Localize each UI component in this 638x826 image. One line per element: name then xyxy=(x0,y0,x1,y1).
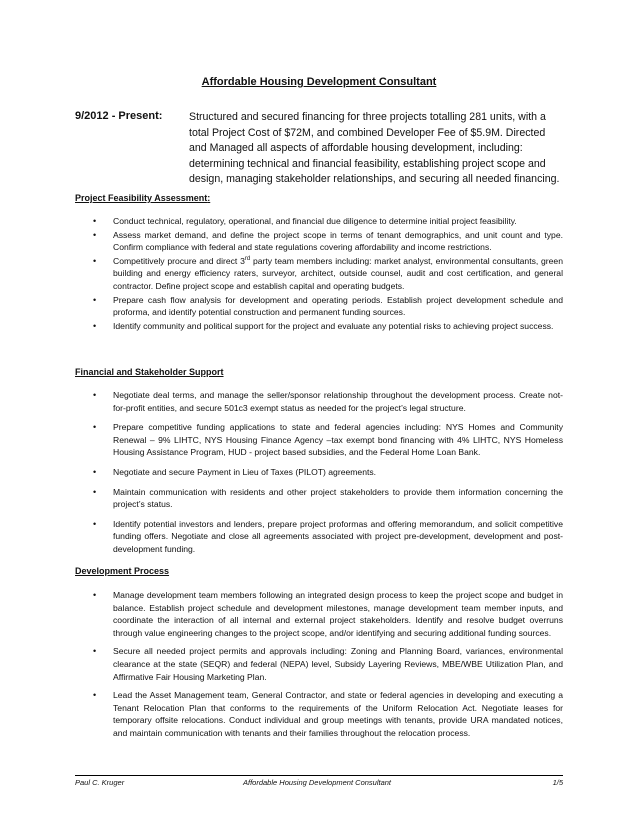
bullet-icon: • xyxy=(93,690,97,701)
list-item-text: Prepare cash flow analysis for development and operating periods. Establish project development schedule and proforma, and identify potential construction and permanent funding sources. xyxy=(113,294,563,318)
section-heading-text: Development Process xyxy=(75,566,170,576)
list-item-text: Assess market demand, and define the project scope in terms of tenant demographics, and unit count and type. Confirm compliance with federal and state regulations covering affordability and income restrictions. xyxy=(113,229,563,253)
list-item xyxy=(75,645,563,683)
bullet-icon: • xyxy=(93,294,97,305)
financial-list xyxy=(75,389,563,556)
section-heading-financial xyxy=(75,367,224,377)
list-item xyxy=(75,689,563,739)
list-item-text: Negotiate and secure Payment in Lieu of Taxes (PILOT) agreements. xyxy=(113,466,377,477)
list-item-text-pre: Competitively procure and direct 3 xyxy=(113,255,245,266)
page-title: Affordable Housing Development Consultant xyxy=(201,76,437,88)
page-footer xyxy=(75,775,563,787)
list-item-text-post: party team members including: market analyst, environmental consultants, green building and energy efficiency raters, surveyor, architect, outside counsel, audit and cost certification, and general contractor. Define project scope and establish capital and operating budgets. xyxy=(113,255,563,291)
feasibility-list xyxy=(75,215,563,332)
list-item xyxy=(75,229,563,254)
list-item-text: Secure all needed project permits and approvals including: Zoning and Planning Board, variances, environmental clearance at the state (SEQR) and federal (NEPA) level, Subsidy Layering Reviews, MBE/WBE Utilization Plan, and Affirmative Fair Housing Marketing Plan. xyxy=(113,646,563,682)
section-heading-suffix: : xyxy=(207,193,211,203)
section-heading-development xyxy=(75,566,169,576)
list-item xyxy=(75,466,563,479)
footer-author: Paul C. Kruger xyxy=(75,778,125,787)
list-item-text: Negotiate deal terms, and manage the seller/sponsor relationship throughout the development process. Create not-for-profit entities, and secure 501c3 exempt status as needed for the project’s legal structure. xyxy=(113,390,563,413)
list-item xyxy=(75,389,563,414)
bullet-icon: • xyxy=(93,390,97,400)
list-item xyxy=(75,589,563,639)
footer-doc-title: Affordable Housing Development Consultant xyxy=(243,778,392,787)
list-item-text: Maintain communication with residents and other project stakeholders to provide them information concerning the project’s status. xyxy=(113,486,563,510)
date-range: 9/2012 - Present: xyxy=(75,110,163,122)
summary-description: Structured and secured financing for three projects totalling 281 units, with a total Project Cost of $72M, and combined Developer Fee of $5.9M. Directed and Managed all aspects of affordable housing development, including: determining technical and financial feasibility, establishing project scope and design, managing stakeholder relationships, and securing all needed financing. xyxy=(189,111,560,185)
bullet-icon: • xyxy=(93,216,97,226)
bullet-icon: • xyxy=(93,320,97,331)
bullet-icon: • xyxy=(93,486,97,497)
bullet-icon: • xyxy=(93,590,97,600)
superscript: rd xyxy=(244,255,251,262)
list-item-text: Manage development team members following an integrated design process to keep the project scope and budget in balance. Establish project schedule and development milestones, manage development team member inputs, and coordinate the interaction of all internal and external project stakeholders. Identify and resolve budget overruns through value engineering changes to the project scope, and/or identifying and securing additional funding sources. xyxy=(113,590,563,638)
bullet-icon: • xyxy=(93,229,97,240)
section-heading-text: Project Feasibility Assessment xyxy=(75,193,208,203)
list-item xyxy=(75,320,563,333)
section-heading-text: Financial and Stakeholder Support xyxy=(75,367,224,377)
list-item xyxy=(75,421,563,459)
bullet-icon: • xyxy=(93,646,97,657)
development-list xyxy=(75,589,563,740)
bullet-icon: • xyxy=(93,518,97,529)
bullet-icon: • xyxy=(93,466,97,477)
list-item-text: Prepare competitive funding applications to state and federal agencies including: NYS Homes and Community Renewal – 9% LIHTC, NYS Housing Finance Agency –tax exempt bond financing with 4% LIHTC, NYS Homeless Housing Assistance Program, HUD - project based subsidies, and the Federal Home Loan Bank. xyxy=(113,422,563,458)
list-item xyxy=(75,215,563,228)
list-item xyxy=(75,255,563,293)
list-item xyxy=(75,518,563,556)
list-item-text: Conduct technical, regulatory, operational, and financial due diligence to determine initial project feasibility. xyxy=(113,216,517,226)
list-item xyxy=(75,486,563,511)
section-heading-feasibility xyxy=(75,193,210,203)
list-item-text: Lead the Asset Management team, General Contractor, and state or federal agencies in developing and executing a Tenant Relocation Plan that conforms to the requirements of the Uniform Relocation Act. Negotiate leases for temporary offsite relocations. Conduct individual and group meetings with tenants, provide URA mandated notices, and maintain communication with tenants and their families throughout the relocation process. xyxy=(113,690,563,738)
list-item-text: Identify potential investors and lenders, prepare project proformas and offering memorandum, and solicit competitive funding offers. Negotiate and close all agreements associated with project pre-development, development and post-development funding. xyxy=(113,518,563,554)
list-item-text: Identify community and political support for the project and evaluate any potential risks to achieving project success. xyxy=(113,320,554,331)
footer-page-number: 1/5 xyxy=(552,778,563,787)
list-item xyxy=(75,294,563,319)
bullet-icon: • xyxy=(93,422,97,433)
bullet-icon: • xyxy=(93,255,97,266)
